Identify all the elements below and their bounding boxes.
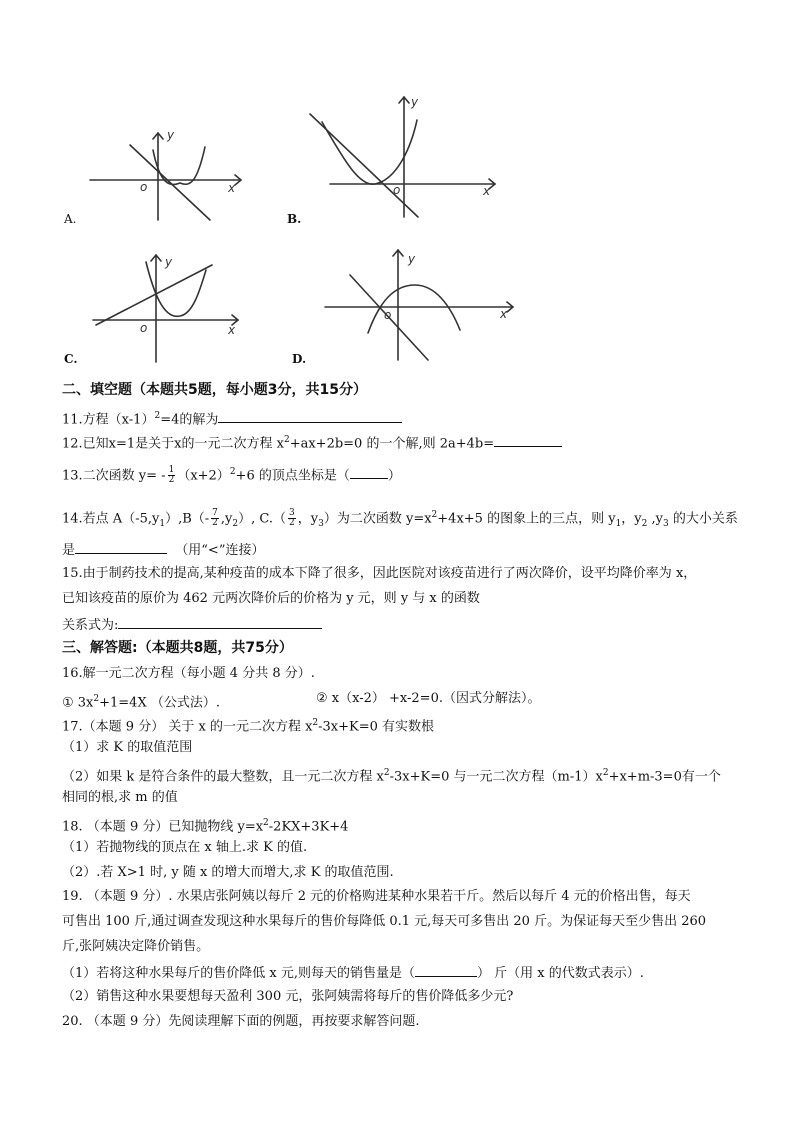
q19-line3: 斤,张阿姨决定降价销售。: [62, 939, 210, 954]
graph-c: [88, 250, 263, 365]
svg-text:o: o: [140, 321, 148, 335]
section2-heading: 二、填空题（本题共5题，每小题3分，共15分）: [62, 382, 367, 398]
q19-answer-blank[interactable]: [415, 963, 477, 977]
svg-text:x: x: [483, 184, 491, 198]
q19-line1: 19. （本题 9 分）. 水果店张阿姨以每斤 2 元的价格购进某种水果若干斤。然后以每斤 4 元的价格出售，每天: [62, 889, 691, 904]
svg-text:y: y: [167, 128, 175, 142]
q20-title: 20. （本题 9 分）先阅读理解下面的例题，再按要求解答问题.: [62, 1014, 420, 1029]
option-a-label[interactable]: A.: [64, 212, 77, 226]
graph-c-line: [96, 265, 212, 325]
q16-title: 16.解一元二次方程（每小题 4 分共 8 分）.: [62, 666, 315, 681]
graph-a-parabola: [153, 147, 205, 184]
q18-title: 18. （本题 9 分）已知抛物线 $y=x^2-2KX+3K+4$: [62, 818, 349, 835]
q15-line1: 15.由于制药技术的提高,某种疫苗的成本下降了很多，因此医院对该疫苗进行了两次降价，设平均降价率为 x，: [62, 566, 697, 581]
svg-text:y: y: [165, 255, 173, 269]
q18-part2: （2）.若 X>1 时, y 随 x 的增大而增大,求 K 的取值范围.: [62, 865, 394, 880]
q11-answer-blank[interactable]: [218, 409, 402, 423]
q13-answer-blank[interactable]: [350, 465, 388, 479]
q12-answer-blank[interactable]: [494, 433, 562, 447]
svg-text:o: o: [140, 180, 148, 194]
graph-a: [85, 125, 255, 225]
svg-text:x: x: [228, 181, 236, 195]
option-c-label[interactable]: C.: [64, 352, 78, 366]
q18-part1: （1）若抛物线的顶点在 x 轴上.求 K 的值.: [62, 840, 308, 855]
q14-answer-blank[interactable]: [75, 540, 167, 554]
q17-part2: （2）如果 k 是符合条件的最大整数，且一元二次方程 $x^2-3x+K=0$ 与一元二次方程$(m-1)x^2+x+m-3=0$有一个: [62, 768, 721, 785]
svg-text:x: x: [228, 323, 236, 337]
graph-b-parabola: [322, 120, 417, 184]
graph-d: [320, 245, 530, 365]
q19-part1: （1）若将这种水果每斤的售价降低 x 元,则每天的销售量是（ ） 斤（用 x 的代数式表示）.: [62, 963, 644, 983]
q15-line3: 关系式为:: [62, 615, 322, 635]
svg-text:y: y: [408, 252, 416, 266]
q16-part-b: ② x（x-2） +x-2=0.（因式分解法）。: [316, 691, 541, 706]
q17-part2-line2: 相同的根,求 m 的值: [62, 790, 178, 805]
graph-c-parabola: [146, 262, 206, 316]
option-b-label[interactable]: B.: [287, 212, 302, 226]
q17-part1: （1）求 K 的取值范围: [62, 740, 193, 755]
q16-parts: ① $3x^2+1=4X$ （公式法）.: [62, 694, 220, 711]
section3-heading: 三、解答题:（本题共8题，共75分）: [62, 640, 293, 656]
q11: 11.方程$(x-1)^2=4$的解为: [62, 407, 402, 429]
graph-b-line: [310, 114, 418, 217]
graph-b: [300, 92, 510, 222]
q19-part2: （2）销售这种水果要想每天盈利 300 元，张阿姨需将每斤的售价降低多少元?: [62, 989, 514, 1004]
option-d-label[interactable]: D.: [292, 352, 307, 366]
q19-line2: 可售出 100 斤,通过调查发现这种水果每斤的售价每降低 0.1 元,每天可多售出 20 斤。为保证每天至少售出 260: [62, 914, 707, 929]
svg-text:o: o: [384, 308, 392, 322]
q17-title: 17.（本题 9 分） 关于 x 的一元二次方程 $x^2-3x+K=0$ 有实数根: [62, 718, 435, 735]
q15-line2: 已知该疫苗的原价为 462 元两次降价后的价格为 y 元，则 y 与 x 的函数: [62, 591, 480, 606]
q12: 12.已知x=1是关于x的一元二次方程 $x^2+ax+2b=0$ 的一个解,则 2a+4b=: [62, 431, 562, 453]
svg-text:y: y: [411, 95, 419, 109]
q15-answer-blank[interactable]: [118, 615, 322, 629]
q13: 13.二次函数 y= - $\frac{1}{2}$ $(x+2)^2+6$ 的顶点坐标是（ ）: [62, 465, 401, 486]
q14-line2: 是 （用“<”连接）: [62, 540, 264, 560]
svg-text:x: x: [500, 307, 508, 321]
svg-text:o: o: [393, 183, 401, 197]
q14-line1: 14.若点 $A(-5,y_1),B(-$ $\frac{7}{2}$ $,y_2$）, C.（ $\frac{3}{2}$ ，$y_3$）为二次函数 $y=x^2+4x+5$ 的图象上的三点，则 $y_1$，$y_2$ $,y_3$ 的大小关系: [62, 508, 738, 529]
